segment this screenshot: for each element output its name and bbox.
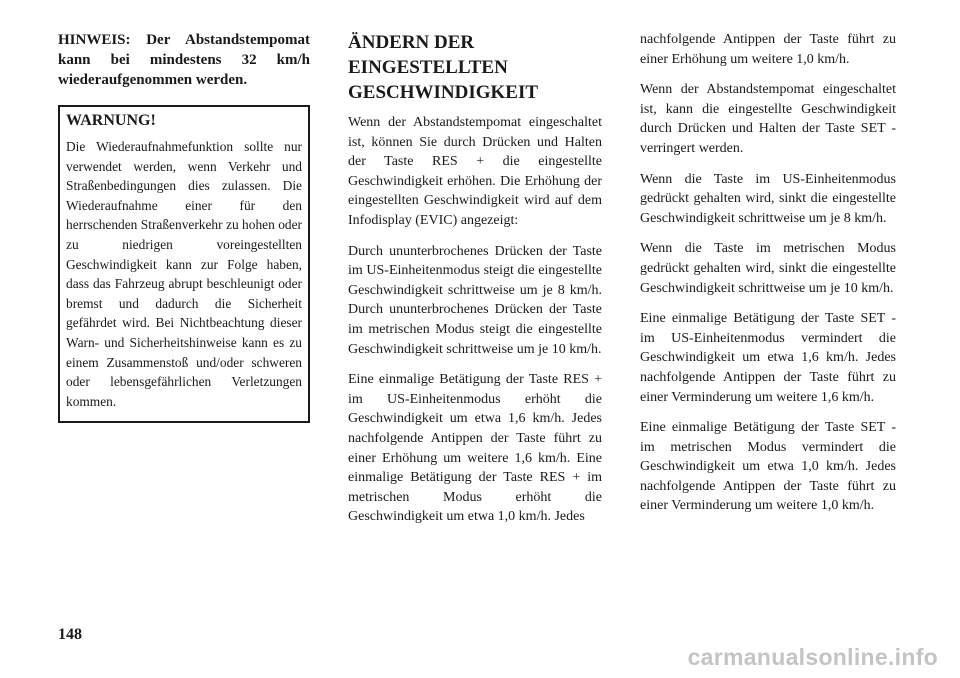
warning-title: WARNUNG! (66, 112, 156, 129)
paragraph: nachfolgende Antippen der Taste führt zu einer Erhöhung um weitere 1,0 km/h. (640, 32, 896, 67)
middle-column (348, 30, 602, 538)
paragraph: Wenn die Taste im metrischen Modus gedrückt gehalten wird, sinkt die eingestellte Geschwindigkeit schrittweise um je 10 km/h. (640, 241, 896, 296)
paragraph: Wenn der Abstandstempomat eingeschaltet ist, kann die eingestellte Geschwindigkeit durch Drücken und Halten der Taste SET - verringert werden. (640, 82, 896, 156)
paragraph: Wenn die Taste im US-Einheitenmodus gedrückt gehalten wird, sinkt die eingestellte Geschwindigkeit schrittweise um je 8 km/h. (640, 171, 896, 226)
paragraph: Eine einmalige Betätigung der Taste RES + im US-Einheitenmodus erhöht die Geschwindigkeit um etwa 1,6 km/h. Jedes nachfolgende Antippen der Taste führt zu einer Erhöhung um weitere 1,6 km/h. Eine einmalige Betätigung der Taste RES + im metrischen Modus erhöht die Geschwindigkeit um etwa 1,0 km/h. Jedes (348, 372, 602, 525)
watermark: carmanualsonline.info (687, 644, 938, 670)
paragraph: Wenn der Abstandstempomat eingeschaltet ist, können Sie durch Drücken und Halten der Taste RES + die eingestellte Geschwindigkeit erhöhen. Die Erhöhung der eingestellten Geschwindigkeit wird auf dem Infodisplay (EVIC) angezeigt: (348, 115, 602, 228)
warning-text: Die Wiederaufnahmefunktion sollte nur verwendet werden, wenn Verkehr und Straßenbedingungen dies zulassen. Die Wiederaufnahme einer für den herrschenden Straßenverkehr zu hohen oder zu niedrigen voreingestellten Geschwindigkeit kann zur Folge haben, dass das Fahrzeug abrupt beschleunigt oder bremst und dadurch die Sicherheit gefährdet wird. Bei Nichtbeachtung dieser Warn- und Sicherheitshinweise kann es zu einem Zusammenstoß und/oder schweren oder lebensgefährlichen Verletzungen kommen. (66, 139, 302, 409)
page-number: 148 (58, 626, 82, 643)
paragraph: Eine einmalige Betätigung der Taste SET - im metrischen Modus vermindert die Geschwindigkeit um etwa 1,0 km/h. Jedes nachfolgende Antippen der Taste führt zu einer Verminderung um weitere 1,0 km/h. (640, 420, 896, 514)
note-text: HINWEIS: Der Abstandstempomat kann bei mindestens 32 km/h wiederaufgenommen werden. (58, 32, 310, 88)
warning-box (58, 105, 310, 423)
paragraph: Durch ununterbrochenes Drücken der Taste im US-Einheitenmodus steigt die eingestellte Geschwindigkeit schrittweise um je 8 km/h. Durch ununterbrochenes Drücken der Taste im metrischen Modus steigt die eingestellte Geschwindigkeit schrittweise um je 10 km/h. (348, 243, 602, 357)
left-column (58, 30, 310, 423)
section-heading: ÄNDERN DER EINGESTELLTEN GESCHWINDIGKEIT (348, 32, 539, 103)
paragraph: Eine einmalige Betätigung der Taste SET - im US-Einheitenmodus vermindert die Geschwindigkeit um etwa 1,6 km/h. Jedes nachfolgende Antippen der Taste führt zu einer Verminderung um weitere 1,6 km/h. (640, 311, 896, 405)
right-column (640, 30, 896, 527)
